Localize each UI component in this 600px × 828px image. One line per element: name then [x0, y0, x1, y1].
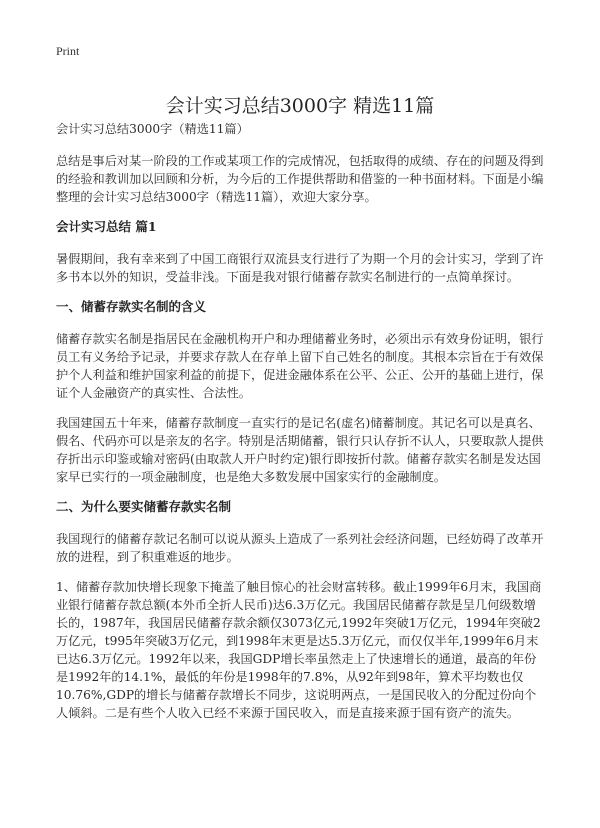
- print-link[interactable]: Print: [56, 44, 80, 58]
- article-subtitle: 会计实习总结3000字（精选11篇）: [56, 122, 249, 136]
- article-body: [56, 120, 546, 734]
- paragraph-3: 我国建国五十年来，储蓄存款制度一直实行的是记名(虚名)储蓄制度。其记名可以是真名、假名、代码亦可以是亲友的名字。特别是活期储蓄，银行只认存折不认人，只要取款人提供存折出示印鉴或输对密码(由取款人开户时约定)银行即按折付款。储蓄存款实名制是发达国家早已实行的一项金融制度，也是绝大多数发展中国家实行的金融制度。: [56, 416, 544, 484]
- paragraph-4: 我国现行的储蓄存款记名制可以说从源头上造成了一系列社会经济问题，已经妨碍了改革开放的进程，到了积重难返的地步。: [56, 532, 544, 564]
- paragraph-5: 1、储蓄存款加快增长现象下掩盖了触目惊心的社会财富转移。截止1999年6月末，我国商业银行储蓄存款总额(本外币全折人民币)达6.3万亿元。我国居民储蓄存款是呈几何级数增长的，1987年，我国居民储蓄存款余额仅3073亿元,1992年突破1万亿元，1994年突破2万亿元，t995年突破3万亿元，到1998年末更是达5.3万亿元，而仅仅半年,1999年6月末已达6.3万亿元。1992年以来，我国GDP增长率虽然走上了快速增长的通道，最高的年份是1992年的14.1%，最低的年份是1998年的7.8%，从92年到98年，算术平均数也仅10.76%,GDP的增长与储蓄存款增长不同步，这说明两点，一是国民收入的分配过份向个人倾斜。二是有些个人收入已经不来源于国民收入，而是直接来源于国有资产的流失。: [56, 580, 542, 720]
- paragraph-2: 储蓄存款实名制是指居民在金融机构开户和办理储蓄业务时，必须出示有效身份证明，银行员工有义务给予记录，并要求存款人在存单上留下自己姓名的制度。其根本宗旨在于有效保护个人利益和维护国家利益的前提下，促进金融体系在公平、公正、公开的基础上进行，保证个人金融资产的真实性、合法性。: [56, 332, 544, 400]
- intro-paragraph: 总结是事后对某一阶段的工作或某项工作的完成情况，包括取得的成绩、存在的问题及得到的经验和教训加以回顾和分析，为今后的工作提供帮助和借鉴的一种书面材料。下面是小编整理的会计实习总结3000字（精选11篇），欢迎大家分享。: [56, 154, 544, 204]
- page-title: 会计实习总结3000字 精选11篇: [165, 94, 435, 117]
- paragraph-1: 暑假期间，我有幸来到了中国工商银行双流县支行进行了为期一个月的会计实习，学到了许多书本以外的知识，受益非浅。下面是我对银行储蓄存款实名制进行的一点简单探讨。: [56, 252, 544, 284]
- heading-1: 一、储蓄存款实名制的含义: [56, 299, 207, 314]
- section-title: 会计实习总结 篇1: [56, 219, 157, 234]
- heading-2: 二、为什么要实储蓄存款实名制: [56, 499, 232, 514]
